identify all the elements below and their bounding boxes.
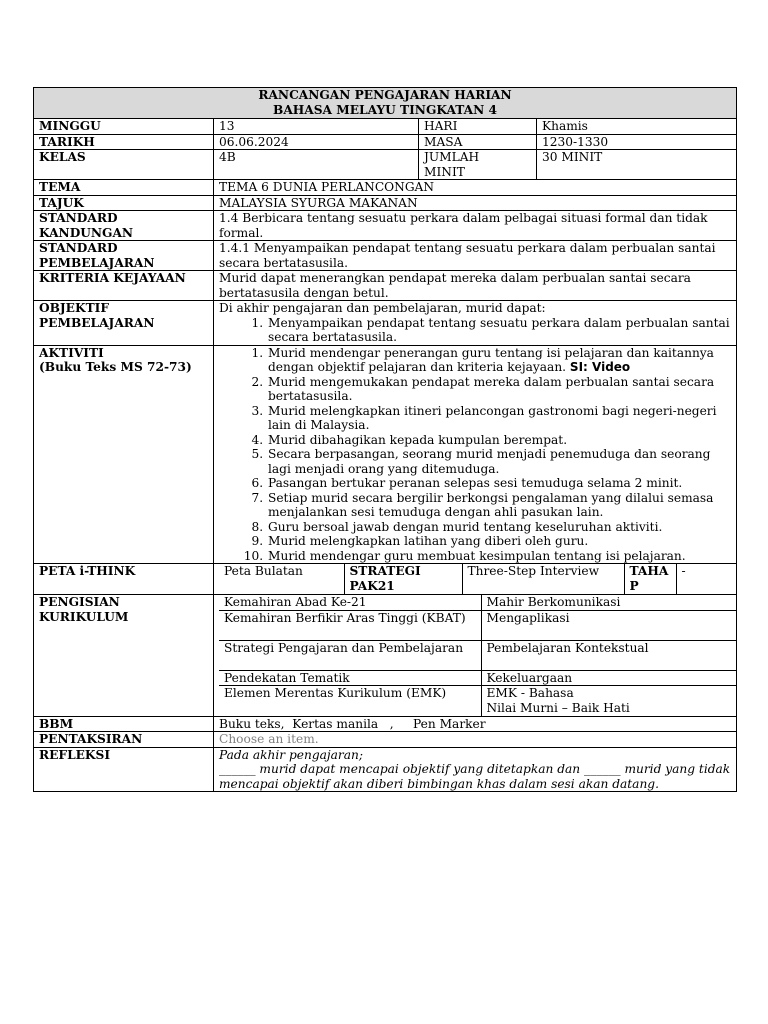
nilai-murni-value: Nilai Murni – Baik Hati — [486, 700, 630, 715]
plan-title: RANCANGAN PENGAJARAN HARIAN — [258, 88, 512, 102]
refleksi-value — [214, 747, 737, 792]
pengisian-content — [214, 595, 737, 717]
jumlah-minit-label-line2: MINIT — [424, 164, 465, 179]
tahap-value: - — [676, 564, 737, 594]
pengisian-label-line2: KURIKULUM — [39, 609, 129, 624]
plan-subtitle: BAHASA MELAYU TINGKATAN 4 — [273, 103, 497, 117]
peta-label: PETA i-THINK — [34, 564, 214, 595]
pengisian-left: Pendekatan Tematik — [219, 670, 481, 686]
standard-pembelajaran-label-line1: STANDARD — [39, 241, 118, 255]
aktiviti-label — [34, 345, 214, 564]
tahap-label-line2: P — [629, 578, 639, 593]
pengisian-label — [34, 595, 214, 717]
aktiviti-value — [214, 345, 737, 564]
aktiviti-label-line1: AKTIVITI — [39, 345, 104, 360]
minggu-value: 13 — [214, 119, 419, 135]
list-item: 2. Murid mengemukakan pendapat mereka dalam perbualan santai secara bertatasusila. — [267, 375, 731, 404]
bbm-label: BBM — [34, 716, 214, 732]
standard-kandungan-value: 1.4 Berbicara tentang sesuatu perkara dalam pelbagai situasi formal dan tidak formal. — [214, 211, 737, 241]
standard-pembelajaran-value: 1.4.1 Menyampaikan pendapat tentang sesuatu perkara dalam perbualan santai secara bertatasusila. — [214, 241, 737, 271]
list-item: 9. Murid melengkapkan latihan yang diberi oleh guru. — [267, 534, 731, 549]
si-video-tag: SI: Video — [569, 360, 631, 374]
pentaksiran-dropdown[interactable]: Choose an item. — [214, 732, 737, 748]
list-item — [267, 346, 731, 375]
standard-kandungan-label — [34, 211, 214, 241]
jumlah-minit-label — [419, 150, 537, 180]
pengisian-left: Kemahiran Abad Ke-21 — [219, 595, 481, 610]
strategi-label — [344, 564, 462, 594]
emk-value: EMK - Bahasa — [486, 686, 574, 700]
objektif-intro: Di akhir pengajaran dan pembelajaran, murid dapat: — [219, 301, 546, 315]
pengisian-left: Kemahiran Berfikir Aras Tinggi (KBAT) — [219, 610, 481, 640]
refleksi-label: REFLEKSI — [34, 747, 214, 792]
strategi-value: Three-Step Interview — [462, 564, 624, 594]
peta-row — [214, 564, 737, 595]
pengisian-right: Pembelajaran Kontekstual — [481, 640, 737, 670]
standard-pembelajaran-label — [34, 241, 214, 271]
standard-pembelajaran-label-line2: PEMBELAJARAN — [39, 255, 155, 270]
jumlah-minit-label-line1: JUMLAH — [424, 150, 480, 164]
minggu-label: MINGGU — [34, 119, 214, 135]
list-item: 10. Murid mendengar guru membuat kesimpulan tentang isi pelajaran. — [267, 549, 731, 564]
strategi-label-line1: STRATEGI — [349, 564, 421, 578]
bbm-value: Buku teks, Kertas manila , Pen Marker — [214, 716, 737, 732]
pengisian-inner-table — [219, 595, 737, 716]
objektif-label-line2: PEMBELAJARAN — [39, 315, 155, 330]
objektif-list — [219, 316, 731, 345]
refleksi-line1: Pada akhir pengajaran; — [219, 747, 363, 762]
kelas-value: 4B — [214, 150, 419, 180]
hari-label: HARI — [419, 119, 537, 135]
list-item: 7. Setiap murid secara bergilir berkongsi pengalaman yang dilalui semasa menjalankan sesi temuduga dengan ahli pasukan lain. — [267, 491, 731, 520]
tahap-label-line1: TAHA — [629, 564, 669, 578]
aktiviti-label-line2: (Buku Teks MS 72-73) — [39, 360, 192, 374]
objektif-value — [214, 301, 737, 346]
list-item: 8. Guru bersoal jawab dengan murid tentang keseluruhan aktiviti. — [267, 520, 731, 535]
aktiviti-list — [219, 346, 731, 564]
pengisian-right — [481, 686, 737, 716]
tajuk-value: MALAYSIA SYURGA MAKANAN — [214, 195, 737, 211]
tarikh-label: TARIKH — [34, 134, 214, 150]
plan-header — [34, 88, 737, 119]
list-item: 4. Murid dibahagikan kepada kumpulan berempat. — [267, 433, 731, 448]
tema-label: TEMA — [34, 180, 214, 196]
kriteria-value: Murid dapat menerangkan pendapat mereka dalam perbualan santai secara bertatasusila dengan betul. — [214, 271, 737, 301]
tarikh-value: 06.06.2024 — [214, 134, 419, 150]
aktiviti-item-text: Murid mendengar penerangan guru tentang isi pelajaran dan kaitannya dengan objektif pelajaran dan kriteria kejayaan. — [268, 345, 714, 374]
jumlah-minit-value: 30 MINIT — [537, 150, 737, 180]
list-item: 5. Secara berpasangan, seorang murid menjadi penemuduga dan seorang lagi menjadi orang yang ditemuduga. — [267, 447, 731, 476]
tahap-label — [624, 564, 676, 594]
lesson-plan-table — [33, 87, 737, 792]
pengisian-right: Mengaplikasi — [481, 610, 737, 640]
pengisian-right: Mahir Berkomunikasi — [481, 595, 737, 610]
pengisian-right: Kekeluargaan — [481, 670, 737, 686]
peta-inner-table — [219, 564, 737, 594]
pentaksiran-label: PENTAKSIRAN — [34, 732, 214, 748]
peta-value: Peta Bulatan — [219, 564, 344, 594]
pengisian-left: Elemen Merentas Kurikulum (EMK) — [219, 686, 481, 716]
list-item: 3. Murid melengkapkan itineri pelancongan gastronomi bagi negeri-negeri lain di Malaysia. — [267, 404, 731, 433]
masa-label: MASA — [419, 134, 537, 150]
objektif-label — [34, 301, 214, 346]
refleksi-line2: ______ murid dapat mencapai objektif yang ditetapkan dan ______ murid yang tidak mencapai objektif akan diberi bimbingan khas dalam sesi akan datang. — [219, 762, 731, 791]
tema-value: TEMA 6 DUNIA PERLANCONGAN — [214, 180, 737, 196]
tajuk-label: TAJUK — [34, 195, 214, 211]
kelas-label: KELAS — [34, 150, 214, 180]
list-item: 1. Menyampaikan pendapat tentang sesuatu perkara dalam perbualan santai secara bertatasusila. — [267, 316, 731, 345]
list-item: 6. Pasangan bertukar peranan selepas sesi temuduga selama 2 minit. — [267, 476, 731, 491]
pengisian-label-line1: PENGISIAN — [39, 595, 120, 609]
standard-kandungan-label-line1: STANDARD — [39, 211, 118, 225]
standard-kandungan-label-line2: KANDUNGAN — [39, 225, 134, 240]
hari-value: Khamis — [537, 119, 737, 135]
kriteria-label: KRITERIA KEJAYAAN — [34, 271, 214, 301]
strategi-label-line2: PAK21 — [349, 578, 395, 593]
objektif-label-line1: OBJEKTIF — [39, 301, 109, 315]
pengisian-left: Strategi Pengajaran dan Pembelajaran — [219, 640, 481, 670]
masa-value: 1230-1330 — [537, 134, 737, 150]
